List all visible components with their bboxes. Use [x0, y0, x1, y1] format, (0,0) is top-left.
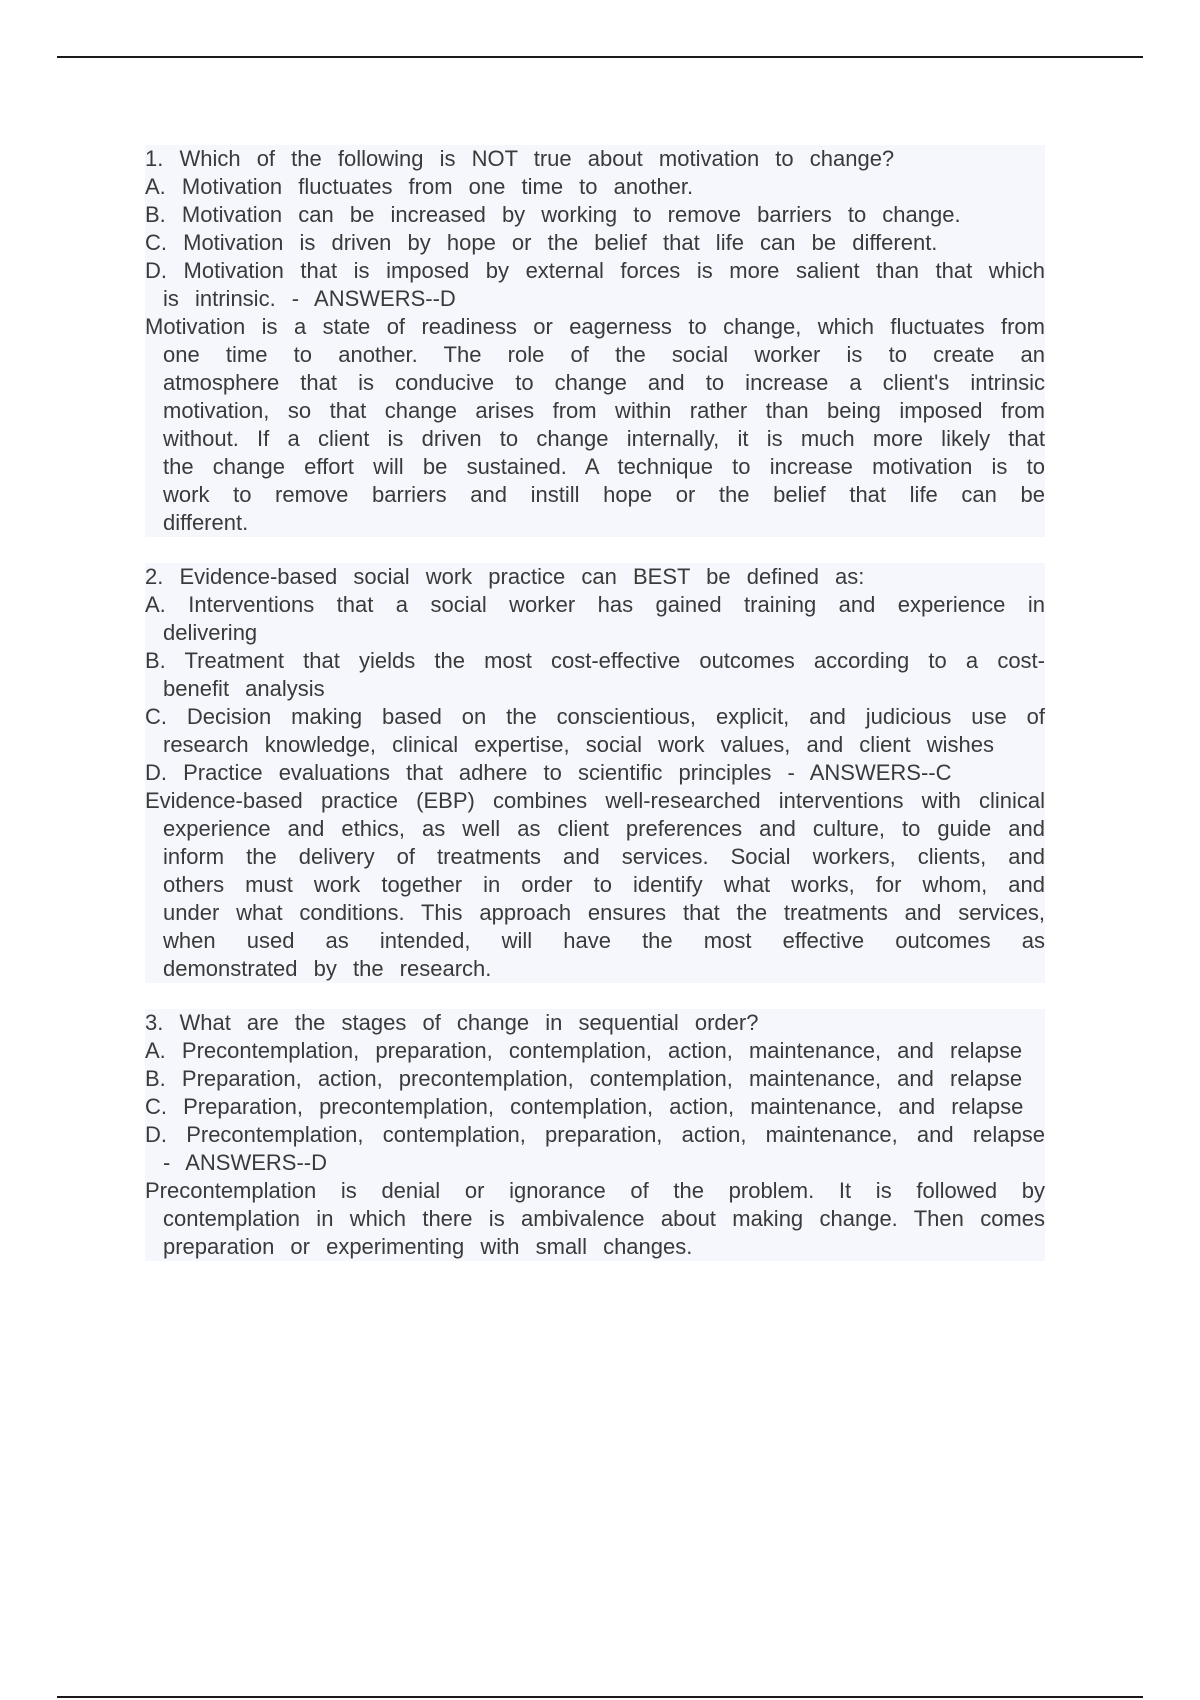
- option-b: B. Preparation, action, precontemplation, contemplation, maintenance, and relapse: [145, 1065, 1045, 1093]
- question-stem: 2. Evidence-based social work practice can BEST be defined as:: [145, 563, 1045, 591]
- document-body: [145, 145, 1045, 1261]
- option-a: A. Interventions that a social worker has gained training and experience in delivering: [145, 592, 1045, 645]
- question-1: [145, 145, 1045, 537]
- option-c: C. Motivation is driven by hope or the belief that life can be different.: [145, 229, 1045, 257]
- question-2: [145, 563, 1045, 983]
- question-stem: 3. What are the stages of change in sequential order?: [145, 1009, 1045, 1037]
- option-b: B. Motivation can be increased by working to remove barriers to change.: [145, 201, 1045, 229]
- explanation: Evidence-based practice (EBP) combines well-researched interventions with clinical experience and ethics, as well as client preferences and culture, to guide and inform the delivery of treatments and services. Social workers, clients, and others must work together in order to identify what works, for whom, and under what conditions. This approach ensures that the treatments and services, when used as intended, will have the most effective outcomes as demonstrated by the research.: [145, 788, 1045, 981]
- option-b: B. Treatment that yields the most cost-effective outcomes according to a cost-benefit analysis: [145, 648, 1045, 701]
- option-c: C. Preparation, precontemplation, contemplation, action, maintenance, and relapse: [145, 1093, 1045, 1121]
- option-d-answer: D. Precontemplation, contemplation, preparation, action, maintenance, and relapse - ANSWERS--D: [145, 1122, 1045, 1175]
- top-rule: [57, 56, 1143, 58]
- option-d-answer: D. Practice evaluations that adhere to scientific principles - ANSWERS--C: [145, 759, 1045, 787]
- explanation: Motivation is a state of readiness or eagerness to change, which fluctuates from one time to another. The role of the social worker is to create an atmosphere that is conducive to change and to increase a client's intrinsic motivation, so that change arises from within rather than being imposed from without. If a client is driven to change internally, it is much more likely that the change effort will be sustained. A technique to increase motivation is to work to remove barriers and instill hope or the belief that life can be different.: [145, 314, 1045, 535]
- option-d-answer: D. Motivation that is imposed by external forces is more salient than that which is intrinsic. - ANSWERS--D: [145, 258, 1045, 311]
- bottom-rule: [57, 1696, 1143, 1698]
- option-a: A. Motivation fluctuates from one time to another.: [145, 173, 1045, 201]
- question-3: [145, 1009, 1045, 1261]
- option-a: A. Precontemplation, preparation, contemplation, action, maintenance, and relapse: [145, 1037, 1045, 1065]
- question-stem: 1. Which of the following is NOT true about motivation to change?: [145, 145, 1045, 173]
- option-c: C. Decision making based on the conscientious, explicit, and judicious use of research knowledge, clinical expertise, social work values, and client wishes: [145, 704, 1045, 757]
- explanation: Precontemplation is denial or ignorance of the problem. It is followed by contemplation in which there is ambivalence about making change. Then comes preparation or experimenting with small changes.: [145, 1178, 1045, 1259]
